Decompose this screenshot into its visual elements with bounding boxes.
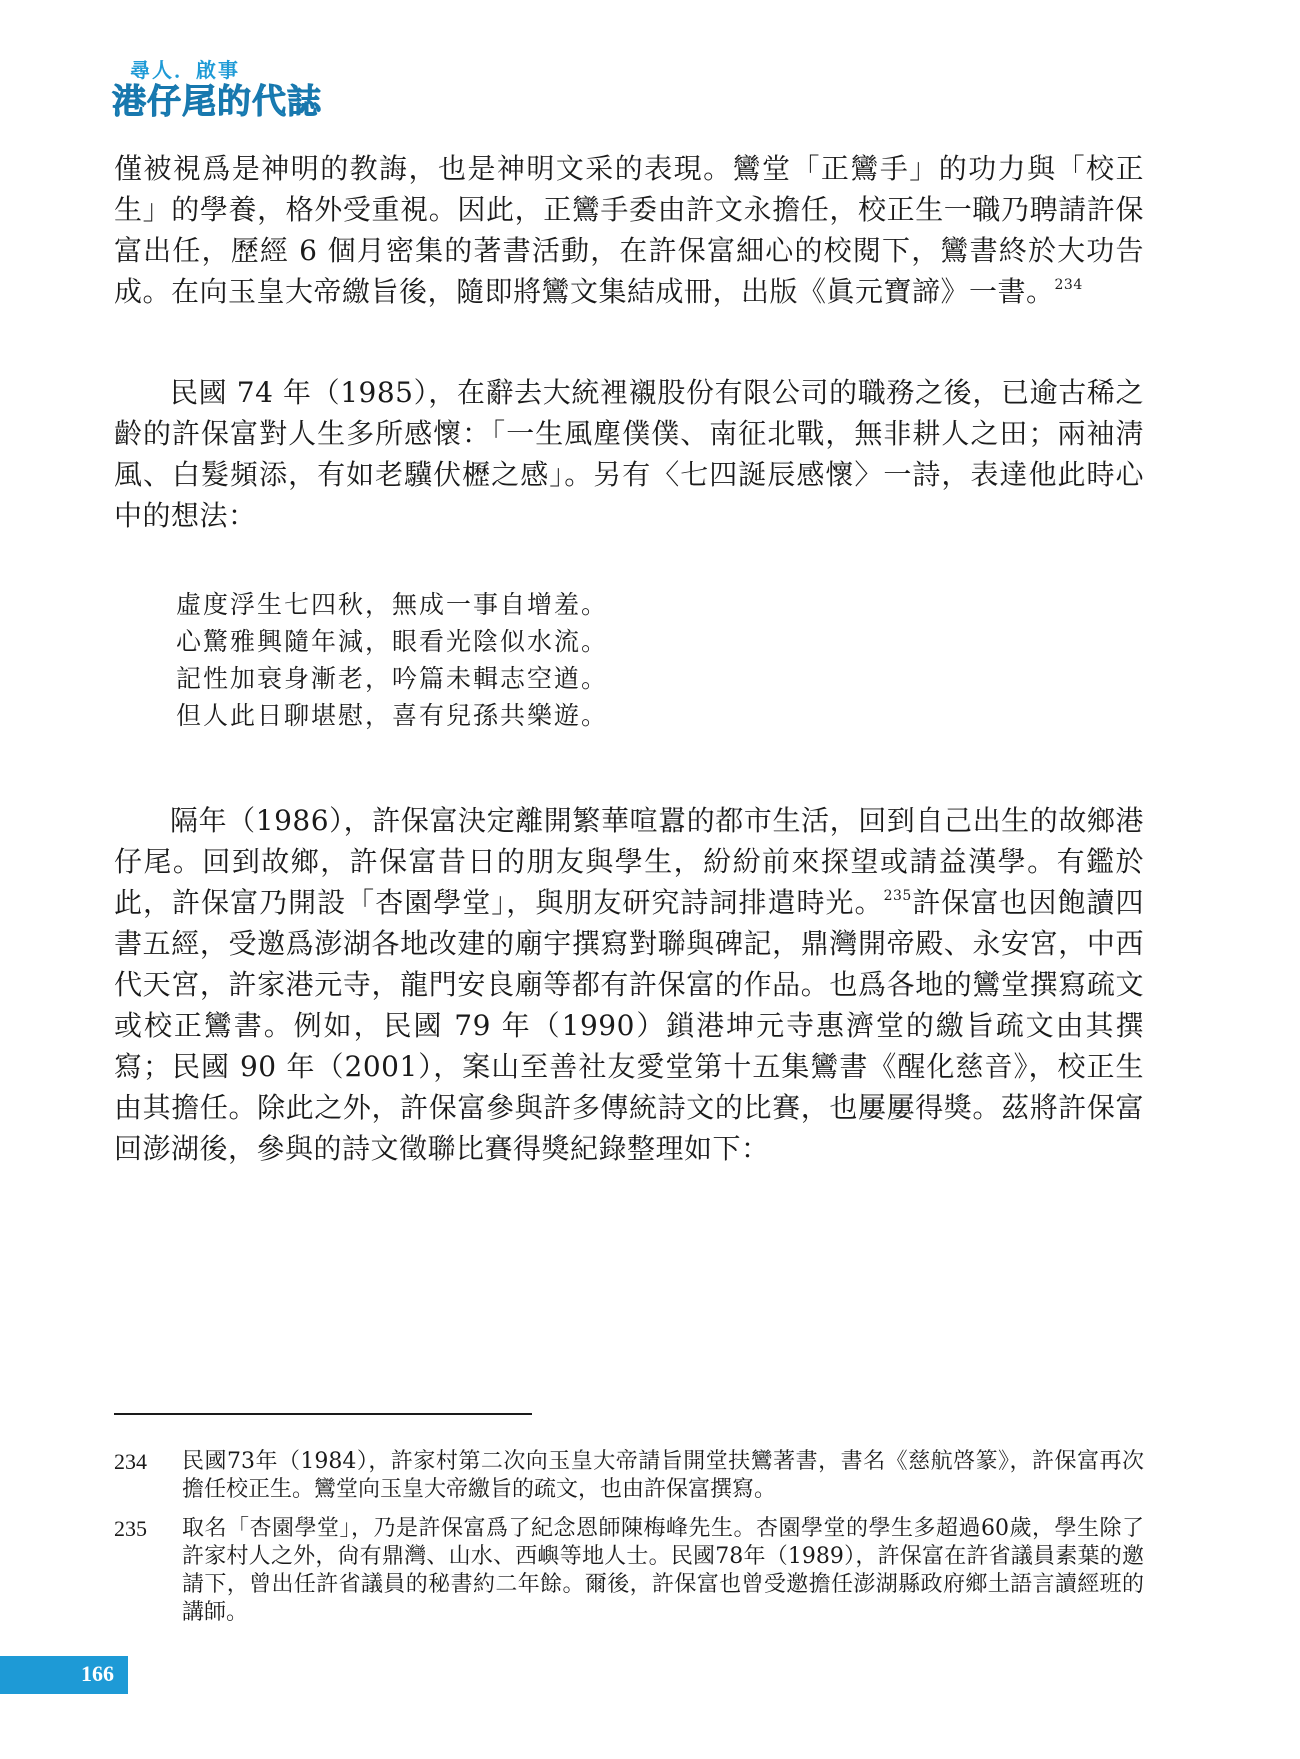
poem-line: 記性加衰身漸老，吟篇未輯志空遒。 (176, 664, 609, 693)
footnote-234 (114, 1448, 1144, 1508)
footnote-ref-234[interactable]: 234 (1054, 277, 1083, 293)
footnote-number: 235 (114, 1516, 147, 1541)
page-number-badge (0, 1656, 128, 1694)
footnote-235 (114, 1515, 1144, 1635)
poem-block (176, 586, 608, 734)
paragraph-3-text-a: 隔年（1986），許保富決定離開繁華喧囂的都市生活，回到自己出生的故鄉港仔尾。回到故鄉，許保富昔日的朋友與學生，紛紛前來探望或請益漢學。有鑑於此，許保富乃開設「杏園學堂」，與朋友研究詩詞排遣時光。 (114, 804, 1144, 919)
footnote-divider (114, 1413, 532, 1415)
poem-line: 虛度浮生七四秋，無成一事自增羞。 (176, 590, 609, 619)
paragraph-2: 民國 74 年（1985），在辭去大統裡襯股份有限公司的職務之後，已逾古稀之齡的許保富對人生多所感懷：「一生風塵僕僕、南征北戰，無非耕人之田；兩袖淸風、白髮頻添，有如老驥伏櫪之感」。另有〈七四誕辰感懷〉一詩，表達他此時心中的想法： (114, 376, 1144, 532)
book-header (112, 54, 372, 122)
book-subtitle: 尋人．啟事 (130, 58, 240, 82)
footnote-number: 234 (114, 1449, 147, 1474)
page-number: 166 (81, 1661, 114, 1686)
paragraph-3-text-b: 許保富也因飽讀四書五經，受邀爲澎湖各地改建的廟宇撰寫對聯與碑記，鼎灣開帝殿、永安宮，中西代天宮，許家港元寺，龍門安良廟等都有許保富的作品。也爲各地的鸞堂撰寫疏文或校正鸞書。例如，民國 79 年（1990）鎖港坤元寺惠濟堂的繳旨疏文由其撰寫；民國 90 年（2001），案山至善社友愛堂第十五集鸞書《醒化慈音》，校正生由其擔任。除此之外，許保富參與許多傳統詩文的比賽，也屢屢得獎。茲將許保富回澎湖後，參與的詩文徵聯比賽得獎紀錄整理如下： (114, 886, 1144, 1165)
book-title-logo: 港仔尾的代誌 (112, 82, 322, 122)
footnote-ref-235[interactable]: 235 (883, 888, 912, 904)
poem-line: 心驚雅興隨年減，眼看光陰似水流。 (176, 627, 609, 656)
paragraph-3 (114, 800, 1144, 1169)
paragraph-1-text: 僅被視爲是神明的教誨，也是神明文采的表現。鸞堂「正鸞手」的功力與「校正生」的學養，格外受重視。因此，正鸞手委由許文永擔任，校正生一職乃聘請許保富出任，歷經 6 個月密集的著書活動，在許保富細心的校閱下，鸞書終於大功告成。在向玉皇大帝繳旨後，隨即將鸞文集結成冊，出版《眞元寶諦》一書。 (114, 152, 1144, 308)
footnote-text: 民國73年（1984），許家村第二次向玉皇大帝請旨開堂扶鸞著書，書名《慈航啓篆》，許保富再次擔任校正生。鸞堂向玉皇大帝繳旨的疏文，也由許保富撰寫。 (182, 1449, 1144, 1502)
footnote-text: 取名「杏園學堂」，乃是許保富爲了紀念恩師陳梅峰先生。杏園學堂的學生多超過60歲，學生除了許家村人之外，尙有鼎灣、山水、西嶼等地人士。民國78年（1989），許保富在許省議員素葉的邀請下，曾出任許省議員的秘書約二年餘。爾後，許保富也曾受邀擔任澎湖縣政府鄉土語言讀經班的講師。 (182, 1516, 1144, 1625)
poem-line: 但人此日聊堪慰，喜有兒孫共樂遊。 (176, 701, 609, 730)
paragraph-1 (114, 148, 1144, 312)
